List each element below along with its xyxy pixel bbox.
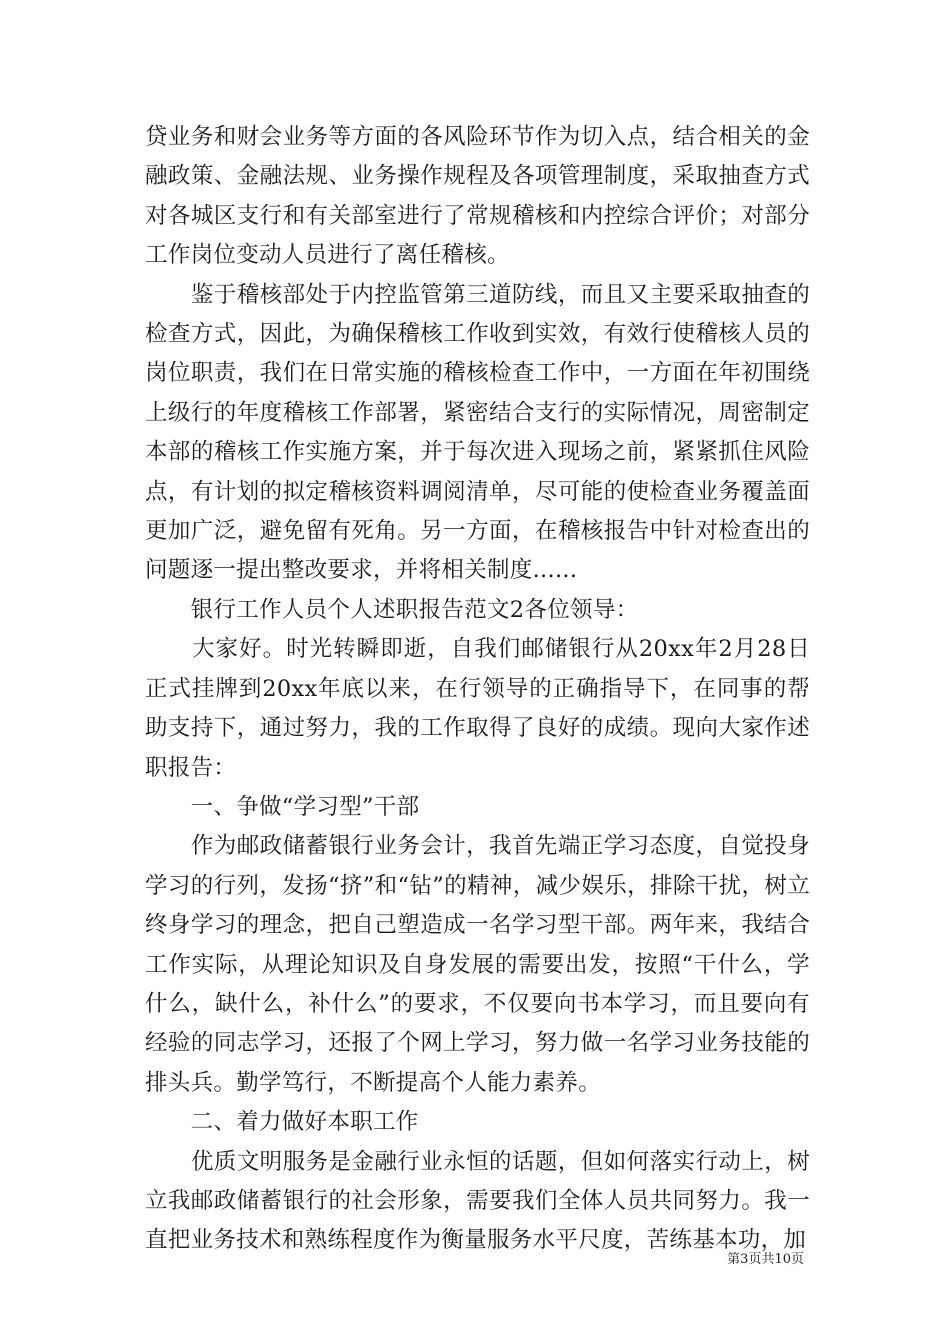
paragraph-service: 优质文明服务是金融行业永恒的话题，但如何落实行动上，树立我邮政储蓄银行的社会形象，需要我们全体人员共同努力。我一直把业务技术和熟练程度作为衡量服务水平尺度，苦练基本功，加 — [145, 1148, 810, 1254]
paragraph-learning: 作为邮政储蓄银行业务会计，我首先端正学习态度，自觉投身学习的行列，发扬“挤”和“钻”的精神，减少娱乐，排除干扰，树立终身学习的理念，把自己塑造成一名学习型干部。两年来，我结合工作实际，从理论知识及自身发展的需要出发，按照“干什么，学什么，缺什么，补什么”的要求，不仅要向书本学习，而且要向有经验的同志学习，还报了个网上学习，努力做一名学习业务技能的排头兵。勤学笃行，不断提高个人能力素养。 — [145, 833, 810, 1096]
heading-job-duties: 二、着力做好本职工作 — [145, 1109, 419, 1136]
document-body — [145, 118, 810, 1261]
paragraph-audit-defense: 鉴于稽核部处于内控监管第三道防线，而且又主要采取抽查的检查方式，因此，为确保稽核工作收到实效，有效行使稽核人员的岗位职责，我们在日常实施的稽核检查工作中，一方面在年初围绕上级行的年度稽核工作部署，紧密结合支行的实际情况，周密制定本部的稽核工作实施方案，并于每次进入现场之前，紧紧抓住风险点，有计划的拟定稽核资料调阅清单，尽可能的使检查业务覆盖面更加广泛，避免留有死角。另一方面，在稽核报告中针对检查出的问题逐一提出整改要求，并将相关制度...... — [145, 281, 810, 584]
paragraph-report-title-greeting: 银行工作人员个人述职报告范文2各位领导： — [145, 596, 639, 623]
paragraph-opening: 大家好。时光转瞬即逝，自我们邮储银行从20xx年2月28日正式挂牌到20xx年底以来，在行领导的正确指导下，在同事的帮助支持下，通过努力，我的工作取得了良好的成绩。现向大家作述职报告： — [145, 636, 810, 781]
heading-learning-cadre: 一、争做“学习型”干部 — [145, 793, 420, 820]
paragraph-risk-audit-continuation: 贷业务和财会业务等方面的各风险环节作为切入点，结合相关的金融政策、金融法规、业务操作规程及各项管理制度，采取抽查方式对各城区支行和有关部室进行了常规稽核和内控综合评价；对部分工作岗位变动人员进行了离任稽核。 — [145, 124, 810, 269]
page-number-footer: 第3页共10页 — [727, 1252, 804, 1267]
